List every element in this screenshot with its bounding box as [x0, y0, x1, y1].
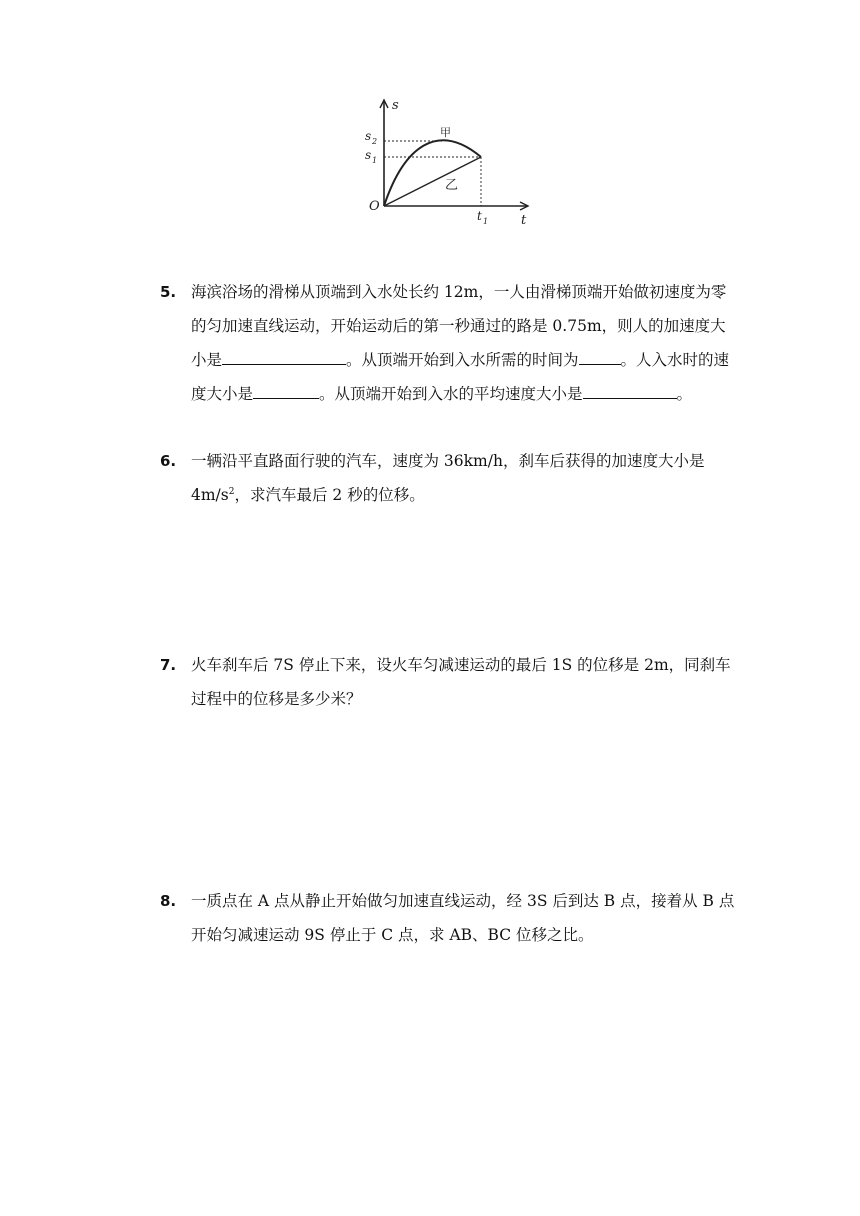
question-number: 8.: [160, 892, 177, 910]
axis-s-label: s: [392, 98, 399, 113]
s2-sub: 2: [372, 137, 378, 146]
question-number: 7.: [160, 656, 177, 674]
question-number: 5.: [160, 283, 177, 301]
question-text: 一质点在 A 点从静止开始做匀加速直线运动，经 3S 后到达 B 点，接着从 B 点开始匀减速运动 9S 停止于 C 点，求 AB、BC 位移之比。: [191, 892, 735, 944]
question-6: [160, 444, 735, 512]
question-text: [191, 275, 735, 411]
st-graph-figure: [360, 96, 540, 231]
line-yi-label: 乙: [445, 178, 459, 193]
q6-exponent: 2: [228, 486, 235, 497]
question-number: 6.: [160, 452, 177, 470]
q5-text-2: 。从顶端开始到入水所需的时间为: [346, 351, 579, 369]
t1-label: t: [477, 209, 482, 223]
line-yi: [384, 157, 481, 206]
question-5: [160, 275, 735, 411]
st-graph: [360, 96, 540, 231]
origin-label: O: [369, 199, 380, 214]
answer-blank-acceleration[interactable]: [222, 346, 346, 365]
t1-sub: 1: [483, 217, 489, 226]
q6-text-2: ，求汽车最后 2 秒的位移。: [234, 486, 425, 504]
axis-t-label: t: [521, 213, 527, 228]
s2-label: s: [365, 129, 372, 143]
q5-text-3: 。人入水时的速度大小是: [191, 351, 730, 403]
s1-label: s: [365, 148, 372, 162]
question-7: [160, 648, 735, 716]
s1-sub: 1: [372, 156, 378, 165]
q5-text-4: 。从顶端开始到入水的平均速度大小是: [319, 385, 583, 403]
q5-text-5: 。: [676, 385, 693, 403]
curve-jia: [384, 140, 481, 206]
answer-blank-average-speed[interactable]: [583, 380, 677, 399]
question-text: [191, 444, 735, 512]
q5-text-1: 海滨浴场的滑梯从顶端到入水处长约 12m，一人由滑梯顶端开始做初速度为零的匀加速直线运动，开始运动后的第一秒通过的路是 0.75m，则人的加速度大小是: [191, 283, 727, 369]
question-8: [160, 884, 735, 952]
curve-jia-label: 甲: [440, 126, 451, 139]
answer-blank-time[interactable]: [579, 346, 621, 365]
question-text: 火车刹车后 7S 停止下来，设火车匀减速运动的最后 1S 的位移是 2m，同刹车过程中的位移是多少米？: [191, 656, 731, 708]
answer-blank-entry-speed[interactable]: [253, 380, 319, 399]
q6-text-1: 一辆沿平直路面行驶的汽车，速度为 36km/h，刹车后获得的加速度大小是 4m/s: [191, 452, 705, 504]
